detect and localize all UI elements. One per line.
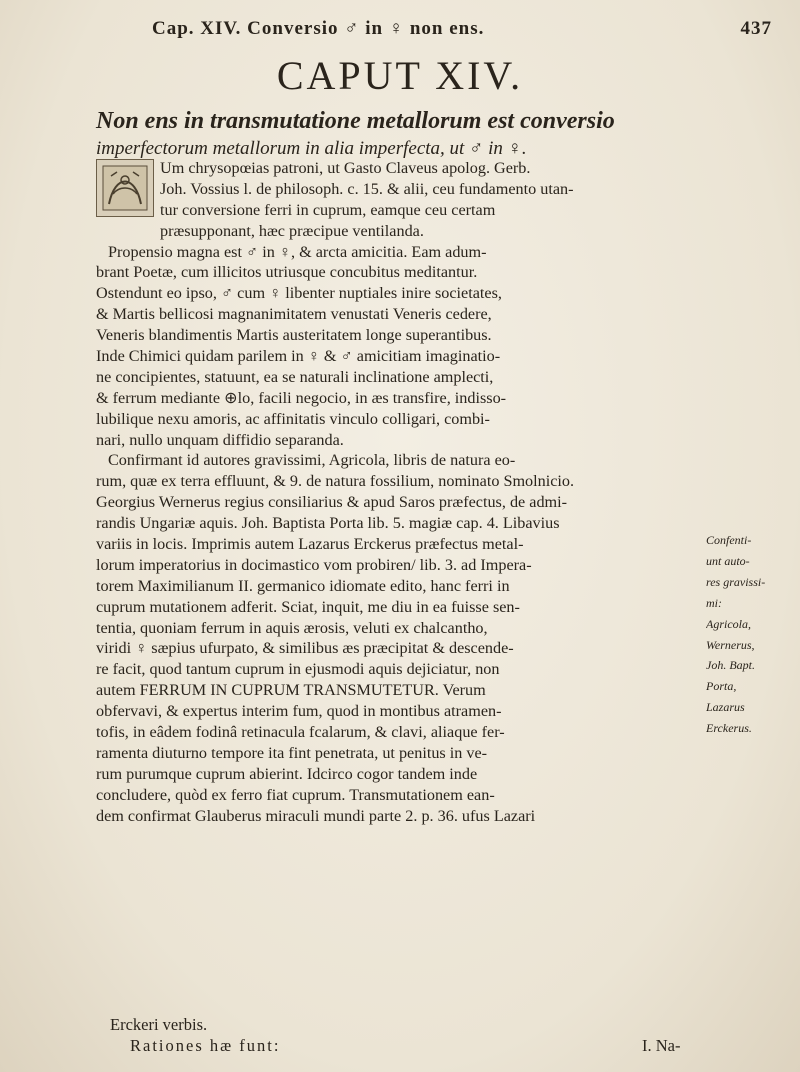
text-line: lubilique nexu amoris, ac affinitatis vinculo colligari, combi- xyxy=(96,409,490,428)
text-line: re facit, quod tantum cuprum in ejusmodi aquis dejiciatur, non xyxy=(96,660,500,679)
chapter-heading xyxy=(96,106,756,162)
margin-note: res gravissi- xyxy=(706,574,766,589)
running-head-title: Cap. XIV. Conversio ♂ in ♀ non ens. xyxy=(152,18,485,39)
text-line: Ostendunt eo ipso, ♂ cum ♀ libenter nuptiales inire societates, xyxy=(96,284,502,303)
text-line: ne concipientes, statuunt, ea se naturali inclinatione amplecti, xyxy=(96,367,494,386)
margin-note: Wernerus, xyxy=(706,637,755,652)
heading-line-2: imperfectorum metallorum in alia imperfecta, ut ♂ in ♀. xyxy=(96,138,527,159)
text-line: rum purumque cuprum abierint. Idcirco cogor tandem inde xyxy=(96,764,478,783)
margin-note: Joh. Bapt. xyxy=(706,658,755,673)
text-line: randis Ungariæ aquis. Joh. Baptista Porta lib. 5. magiæ cap. 4. Libavius xyxy=(96,514,560,533)
margin-note: unt auto- xyxy=(706,553,750,568)
text-line: torem Maximilianum II. germanico idiomate edito, hanc ferri in xyxy=(96,576,510,595)
text-line: brant Poetæ, cum illicitos utriusque concubitus meditantur. xyxy=(96,263,478,282)
text-line: Um chrysopœias patroni, ut Gasto Claveus apolog. Gerb. xyxy=(160,159,531,177)
heading-line-1: Non ens in transmutatione metallorum est conversio xyxy=(96,108,615,134)
page-footer xyxy=(110,1015,710,1065)
text-line: præsupponant, hæc præcipue ventilanda. xyxy=(160,221,424,240)
margin-note: Lazarus xyxy=(706,700,745,715)
text-line: tentia, quoniam ferrum in aquis ærosis, veluti ex chalcantho, xyxy=(96,618,488,637)
catchword: I. Na- xyxy=(642,1036,681,1055)
text-line: autem FERRUM IN CUPRUM TRANSMUTETUR. Verum xyxy=(96,681,486,700)
text-line: nari, nullo unquam diffidio separanda. xyxy=(96,430,344,449)
margin-notes xyxy=(706,530,796,739)
text-line: Confirmant id autores gravissimi, Agricola, libris de natura eo- xyxy=(108,451,516,470)
margin-note: Porta, xyxy=(706,679,737,694)
text-line: tofis, in eâdem fodinâ retinacula fcalarum, & clavi, aliaque fer- xyxy=(96,723,505,742)
page-number: 437 xyxy=(740,18,772,39)
text-line: lorum imperatorius in docimastico vom probiren/ lib. 3. ad Impera- xyxy=(96,555,532,574)
text-line: rum, quæ ex terra effluunt, & 9. de natura fossilium, nominato Smolnicio. xyxy=(96,472,575,491)
text-line: viridi ♀ sæpius ufurpato, & similibus æs præcipitat & descende- xyxy=(96,639,514,658)
text-line: Propensio magna est ♂ in ♀, & arcta amicitia. Eam adum- xyxy=(108,242,487,261)
margin-note: Agricola, xyxy=(706,616,751,631)
main-text xyxy=(96,158,706,827)
text-line: Inde Chimici quidam parilem in ♀ & ♂ amicitiam imaginatio- xyxy=(96,347,501,366)
footer-line-1: Erckeri verbis. xyxy=(110,1015,208,1034)
text-line: concludere, quòd ex ferro fiat cuprum. Transmutationem ean- xyxy=(96,785,495,804)
margin-note: mi: xyxy=(706,595,722,610)
text-line: variis in locis. Imprimis autem Lazarus Erckerus præfectus metal- xyxy=(96,535,524,554)
text-line: Joh. Vossius l. de philosoph. c. 15. & alii, ceu fundamento utan- xyxy=(160,179,574,198)
margin-note: Erckerus. xyxy=(706,721,752,736)
text-line: & ferrum mediante ⊕lo, facili negocio, in æs transfire, indisso- xyxy=(96,388,507,407)
running-head xyxy=(152,14,772,44)
text-line: obfervavi, & expertus interim fum, quod in montibus atramen- xyxy=(96,702,502,721)
chapter-title: CAPUT XIV. xyxy=(276,53,524,98)
text-line: tur conversione ferri in cuprum, eamque ceu certam xyxy=(160,200,496,219)
footer-line-2: Rationes hæ funt: xyxy=(130,1036,281,1055)
text-line: dem confirmat Glauberus miraculi mundi parte 2. p. 36. ufus Lazari xyxy=(96,806,536,825)
text-line: Georgius Wernerus regius consiliarius & apud Saros præfectus, de admi- xyxy=(96,493,568,512)
text-line: Veneris blandimentis Martis austeritatem longe superantibus. xyxy=(96,326,492,345)
text-line: ramenta diuturno tempore ita fint penetrata, ut penitus in ve- xyxy=(96,743,488,762)
text-line: & Martis bellicosi magnanimitatem venustati Veneris cedere, xyxy=(96,305,492,324)
margin-note: Confenti- xyxy=(706,533,752,547)
text-line: cuprum mutationem adferit. Sciat, inquit, me diu in ea fuisse sen- xyxy=(96,597,520,616)
